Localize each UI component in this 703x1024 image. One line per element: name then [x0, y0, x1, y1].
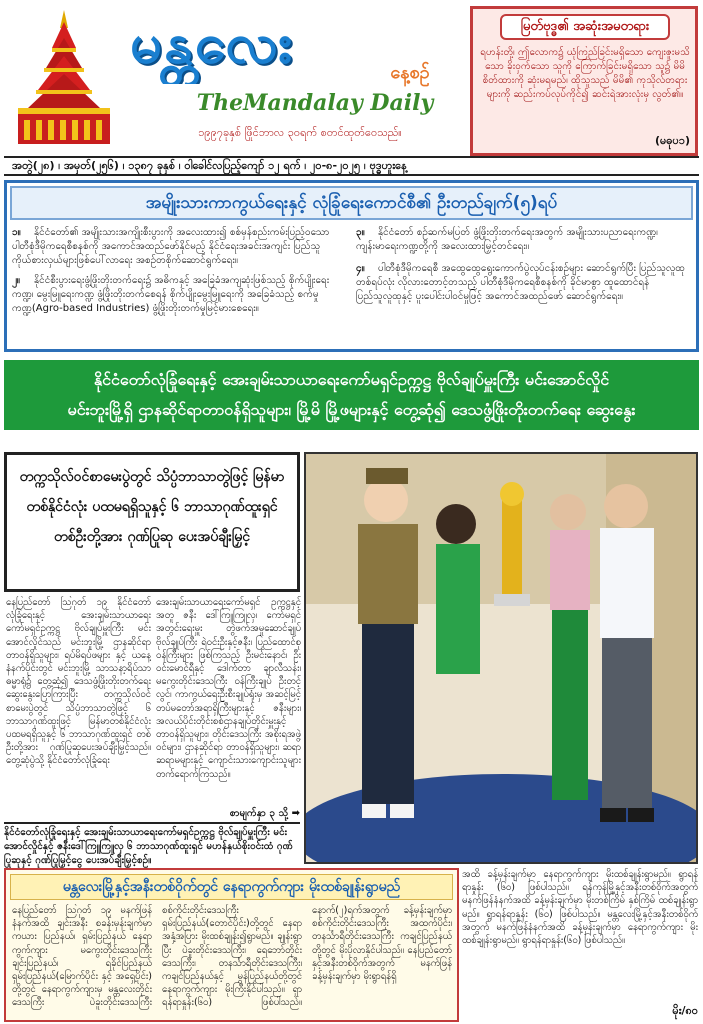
- continued-link[interactable]: စာမျက်နှာ ၃ သို့ ➡: [229, 808, 300, 819]
- masthead-subtitle: နေ့စဉ်: [390, 62, 430, 83]
- objective-text: နိုင်ငံတော်၏ အမျိုးသားအကျိုးစီးပွားကို အလေးထား၍ စစ်မှန်စည်းကမ်းပြည့်ဝသော ပါတီစုံဒီမိုကရေစီစနစ်ကို အကောင်အထည်ဖော်နိုင်မည့် နိုင်ငံရေးအခင်းအကျင်း ပြည်သူကိုယ်စားလှယ်များဖြစ်ပေါ်လာရေး အစဉ်တစိုက်ဆောင်ရွက်ရေး။: [12, 227, 330, 266]
- weather-title: မန္တလေးမြို့နှင့်အနီးတစ်ဝိုက်တွင် နေရာကွက်ကျား မိုးထစ်ချုန်းရွာမည်: [10, 874, 453, 900]
- article-column-2: အေးချမ်းသာယာရေးကော်မရှင် ဥက္ကဋ္ဌနှင့် အတူ ဇနီး ဒေါ်ကြူကြူလှ၊ ကော်မရှင်အတွင်းရေးမှူး တွဲဖက်အမှုဆောင်ချုပ် ဗိုလ်ချုပ်ကြီး ရဲဝင်းဦးနှင့်ဇနီး၊ ပြည်ထောင်စုဝန်ကြီးများ ဖြစ်ကြသည့် ဦးမင်းနောင်၊ ဦးဝင်းမောင်ရီနှင့် ဒေါက်တာ ချာလီသန်း၊ မကွေးတိုင်းဒေသကြီး ဝန်ကြီးချုပ် ဦးတင့်လွင်၊ ကာကွယ်ရေးဦးစီးချုပ်ရုံးမှ အဆင့်မြင့်တပ်မတော်အရာရှိကြီးများနှင့် ဇနီးများ၊ အလယ်ပိုင်းတိုင်းစစ်ဌာနချုပ်တိုင်းမှူးနှင့် တာဝန်ရှိသူများ၊ တိုင်းဒေသကြီး အစိုးရအဖွဲ့ဝင်များ၊ ဌာနဆိုင်ရာ တာဝန်ရှိသူများ၊ ဆရာ ဆရာမများနှင့် ကျောင်းသားကျောင်းသူများတက်ရောက်ကြသည်။: [156, 597, 301, 780]
- objective-item: [12, 274, 342, 348]
- objective-item: [356, 226, 692, 260]
- issue-dateline: အတွဲ(၂၈) ၊ အမှတ်(၂၅၆) ၊ ၁၃၈၇ ခုနှစ် ၊ ဝါခေါင်လပြည့်ကျော် ၁၂ ရက် ၊ ၂၀-၈-၂၀၂၅ ၊ ဗုဒ္ဓဟူးနေ့: [4, 156, 699, 176]
- objective-text: နိုင်ငံစီးပွားရေးဖွံ့ဖြိုးတိုးတက်ရေး၌ အဓိကနှင့် အခြေခံအကျဆုံးဖြစ်သည့် စိုက်ပျိုးရေးကဏ္ဍ၊ မွေးမြူရေးကဏ္ဍ ဖွံ့ဖြိုးတိုးတက်စေရန် စိုက်ပျိုးမွေးမြူရေးကို အခြေခံသည့် စက်မှုကဏ္ဍ(Agro-based Industries) ဖွံ့ဖြိုးတိုးတက်မှုမြင့်မားစေရေး။: [12, 275, 330, 314]
- weather-right-text: အထိ ခန့်မှန်းချက်မှာ နေရာကွက်ကျား မိုးထစ်ချုန်းရွာမည်။ ရွာရန်ရာနှုန်း (၆၀) ဖြစ်ပါသည်။ ရန်ကုန်မြို့နှင့်အနီးတစ်ဝိုက်အတွက် မနက်ဖြန်နံနက်အထိ ခန့်မှန်းချက်မှာ မိုးတစ်ကြိမ် နှစ်ကြိမ် ထစ်ချုန်းရွာမည်။ ရွာရန်ရာနှုန်း (၆၀) ဖြစ်ပါသည်။ မန္တလေးမြို့နှင့်အနီးတစ်ဝိုက်အတွက် မနက်ဖြန်နံနက်အထိ ခန့်မှန်းချက်မှာ နေရာကွက်ကျား မိုးထစ်ချုန်းရွာမည်။ ရွာရန်ရာနှုန်း(၆၀) ဖြစ်ပါသည်။: [462, 869, 698, 947]
- main-headline-banner: [4, 360, 699, 430]
- banner-line-2: မင်းဘူးမြို့ရှိ ဌာနဆိုင်ရာတာဝန်ရှိသူများ၊ မြို့မိ မြို့ဖများနှင့် တွေ့ဆုံ၍ ဒေသဖွံ့ဖြိုးတိုးတက်ရေး ဆွေးနွေး: [67, 400, 636, 419]
- story-headline: တက္ကသိုလ်ဝင်စာမေးပွဲတွင် သိပ္ပံဘာသာတွဲဖြင့် မြန်မာတစ်နိုင်ငံလုံး ပထမရရှိသူနှင့် ၆ ဘာသာဂုဏ်ထူးရှင် တစ်ဦးတို့အား ဂုဏ်ပြုဆု ပေးအပ်ချီးမြှင့်: [19, 469, 285, 545]
- quote-text: ရဟန်းတို့၊ ဤလောက၌ ယုံကြည်ခြင်းမရှိသော ကျေးဇူးမသိသော ခိုးဝှက်သော သူကို ကြောက်ခြင်းမရှိသော သူ၌ မိမိစိတ်ထားကို ဆုံးမရမည်၊ ထိုသူသည် မိမိ၏ ကုသိုလ်တရားများကို ဆည်းကပ်လုပ်ကိုင်၍ ဆင်းရဲအားလုံးမှ လွတ်၏။: [480, 47, 690, 100]
- objective-number: ၁။: [12, 227, 21, 238]
- objective-number: ၃။: [356, 227, 365, 238]
- objective-item: [356, 262, 692, 348]
- founded-line: ၁၉၉၇ခုနှစ် ဖြိုင်ဘာလ ၃၀ရက် စတင်ထုတ်ဝေသည်။: [198, 126, 402, 139]
- objective-number: ၄။: [356, 263, 365, 274]
- objective-text: ပါတီစုံဒီမိုကရေစီ အထွေထွေရွေးကောက်ပွဲလုပ်ငန်းစဉ်များ ဆောင်ရွက်ပြီး ပြည်သူလူထုတစ်ရပ်လုံး လိုလားတောင့်တသည့် ပါတီစုံဒီမိုကရေစီစနစ်ကို ခိုင်မာစွာ ထူထောင်ရန် ပြည်သူလူထုနှင့် ပူးပေါင်းပါဝင်မှုဖြင့် အကောင်အထည်ဖော် ဆောင်ရွက်ရေး။: [356, 263, 685, 302]
- banner-line-1: နိုင်ငံတော်လုံခြုံရေးနှင့် အေးချမ်းသာယာရေးကော်မရှင်ဥက္ကဋ္ဌ ဗိုလ်ချုပ်မှူးကြီး မင်းအောင်လှိုင်: [93, 370, 610, 389]
- objective-number: ၂။: [12, 275, 20, 286]
- objective-text: နိုင်ငံတော် စဉ်ဆက်မပြတ် ဖွံ့ဖြိုးတိုးတက်ရေးအတွက် အမျိုးသားပညာရေးကဏ္ဍ၊ ကျန်းမာရေးကဏ္ဍတို့ကို အလေးထားမြှင့်တင်ရေး။: [356, 227, 658, 252]
- article-column-1: နေပြည်တော် ဩဂုတ် ၁၉ နိုင်ငံတော်လုံခြုံရေးနှင့် အေးချမ်းသာယာရေးကော်မရှင်ဥက္ကဋ္ဌ ဗိုလ်ချုပ်မှူးကြီး မင်းအောင်လှိုင်သည် မင်းဘူးမြို့ ဌာနဆိုင်ရာတာဝန်ရှိသူများ၊ ရပ်မိရပ်ဖများ နှင့် ယနေ့နံနက်ပိုင်းတွင် မင်းဘူးမြို့ သာသနာ့ရိပ်သာ ဓမ္မာရုံ၌ တွေ့ဆုံ၍ ဒေသဖွံ့ဖြိုးတိုးတက်ရေး ဆွေးနွေးပြောကြားပြီး တက္ကသိုလ်ဝင်စာမေးပွဲတွင် သိပ္ပံဘာသာတွဲဖြင့် ၆ ဘာသာဂုဏ်ထူးဖြင့် မြန်မာတစ်နိုင်ငံလုံး ပထမရရှိသူနှင့် ၆ ဘာသာဂုဏ်ထူးရှင် တစ်ဦးတို့အား ဂုဏ်ပြုဆုပေးအပ်ချီးမြှင့်သည်။ တွေ့ဆုံပွဲသို့ နိုင်ငံတော်လုံခြုံရေး: [6, 597, 151, 767]
- photo-caption: နိုင်ငံတော်လုံခြုံရေးနှင့် အေးချမ်းသာယာရေးကော်မရှင်ဥက္ကဋ္ဌ ဗိုလ်ချုပ်မှူးကြီး မင်းအောင်လှိုင်နှင့် ဇနီးဒေါ်ကြူကြူလှ ၆ ဘာသာဂုဏ်ထူးရှင် မဟန်နှယ်စိုးဝင်းထံ ဂုဏ်ပြုဆုနှင့် ဂုဏ်ပြုမြှင့်ငွေ ပေးအပ်ချီးမြှင့်စဉ်။: [4, 822, 300, 870]
- weather-signature: မိုး/၈၀: [672, 1004, 698, 1017]
- objectives-title: အမျိုးသားကာကွယ်ရေးနှင့် လုံခြုံရေးကောင်စီ၏ ဦးတည်ချက်(၅)ရပ်: [10, 186, 693, 220]
- quote-source: (မဓုပ၁): [655, 134, 690, 147]
- pagoda-logo-icon: [8, 8, 120, 148]
- weather-continued: [462, 868, 698, 1022]
- weather-body: နေပြည်တော် ဩဂုတ် ၁၉ မနက်ဖြန်နံနက်အထိ ချင်းအနီး စခန်းမှန်းချက်မှာ ကယား ပြည်နယ်၊ ရှမ်းပြည်နယ် နေရာကွက်ကျား မကွေးတိုင်းဒေသကြီး ချင်းပြည်နယ်၊ ရခိုင်ပြည်နယ် ရှမ်းပြည်နယ်(မြောက်ပိုင်း နှင့် အရှေ့ပိုင်း) တို့တွင် နေရာကွက်ကျားမှ မန္တလေးတိုင်းဒေသကြီး ပဲခူးတိုင်းဒေသကြီး စစ်ကိုင်းတိုင်းဒေသကြီး ရှမ်းပြည်နယ်(တောင်ပိုင်း)တို့တွင် နေရာအနှံ့အပြား မိုးထစ်ချုန်း၍ရွာမည်။ ချုန်းရွာပြီး ပဲခူးတိုင်းဒေသကြီး၊ ရေဘော်တိုင်းဒေသကြီး၊ တနင်္သာရီတိုင်းဒေသကြီး၊ ကချင်ပြည်နယ်နှင့် မွန်ပြည်နယ်တို့တွင် နေရာကွက်ကျား မိုးကြီးနိုင်ပါသည်။ ရှာရန်ရာနှုန်း(၆၀) ဖြစ်ပါသည်။ နောက်(၂)ရက်အတွက် ခန့်မှန်းချက်မှာ စစ်ကိုင်းတိုင်းဒေသကြီး အထက်ပိုင်း၊ တနင်္သာရီတိုင်းဒေသကြီး ကချင်ပြည်နယ်တို့တွင် မိုးပိုလာနိုင်ပါသည်။ နေပြည်တော်နှင့်အနီးတစ်ဝိုက်အတွက် မနက်ဖြန်ခန့်မှန်းချက်မှာ မိုးရွာရန်ရှိ: [12, 905, 452, 1009]
- masthead-title: မန္တလေး: [130, 11, 295, 76]
- objective-item: [12, 226, 342, 272]
- award-ceremony-photo: [304, 452, 698, 864]
- quote-heading: မြတ်ဗုဒ္ဓ၏ အဆုံးအမတရား: [500, 14, 670, 40]
- masthead-english-title: TheMandalay Daily: [196, 90, 434, 116]
